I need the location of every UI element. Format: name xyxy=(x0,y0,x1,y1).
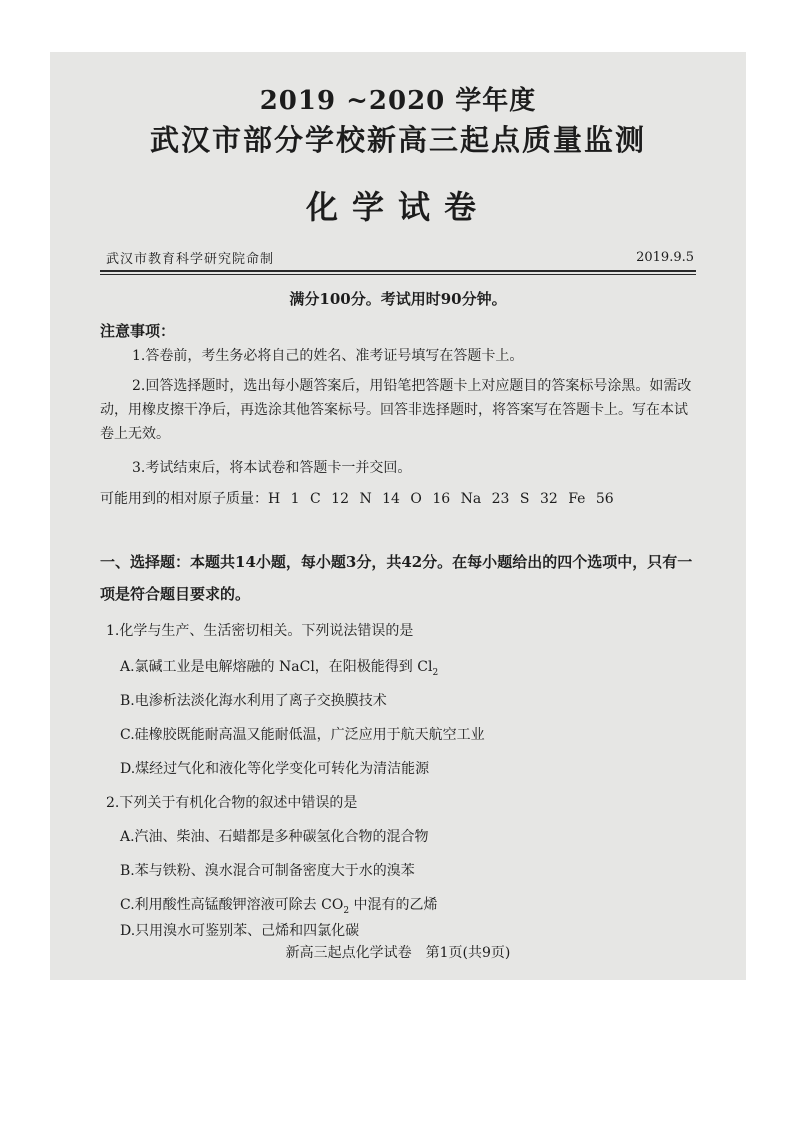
exam-date: 2019.9.5 xyxy=(636,250,694,265)
question-option: B.苯与铁粉、溴水混合可制备密度大于水的溴苯 xyxy=(120,863,415,879)
notice-item: 3.考试结束后，将本试卷和答题卡一并交回。 xyxy=(132,460,412,476)
question-option: B.电渗析法淡化海水利用了离子交换膜技术 xyxy=(120,693,387,709)
photographed-exam-sheet xyxy=(50,52,746,980)
school-year: 2019 ~2020 学年度 xyxy=(259,86,537,116)
exam-paper xyxy=(50,52,746,980)
issuer: 武汉市教育科学研究院命制 xyxy=(106,252,275,267)
subscript: 2 xyxy=(343,905,350,916)
section-heading: 一、选择题：本题共14小题，每小题3分，共42分。在每小题给出的四个选项中，只有一项是符合题目要求的。 xyxy=(100,553,693,603)
page-footer: 新高三起点化学试卷 第1页(共9页) xyxy=(285,945,511,961)
question-option: A.汽油、柴油、石蜡都是多种碳氢化合物的混合物 xyxy=(120,829,429,845)
subject-title: 化学试卷 xyxy=(305,188,490,226)
atomic-masses: 可能用到的相对原子质量：H 1 C 12 N 14 O 16 Na 23 S 32 Fe 56 xyxy=(100,491,614,507)
exam-title: 武汉市部分学校新高三起点质量监测 xyxy=(149,123,646,157)
question-option: C.硅橡胶既能耐高温又能耐低温，广泛应用于航天航空工业 xyxy=(120,727,485,743)
notice-item: 1.答卷前，考生务必将自己的姓名、准考证号填写在答题卡上。 xyxy=(132,348,524,364)
question-option xyxy=(120,656,438,678)
option-text: A.氯碱工业是电解熔融的 NaCl，在阳极能得到 Cl xyxy=(120,659,433,675)
question-stem: 2.下列关于有机化合物的叙述中错误的是 xyxy=(106,795,358,811)
question-option xyxy=(120,894,438,916)
question-option: D.只用溴水可鉴别苯、己烯和四氯化碳 xyxy=(120,923,360,939)
notice-title: 注意事项： xyxy=(100,322,176,340)
score-line: 满分100分。考试用时90分钟。 xyxy=(289,290,507,308)
header-rule xyxy=(100,270,696,272)
notice-item: 2.回答选择题时，选出每小题答案后，用铅笔把答题卡上对应题目的答案标号涂黑。如需改动，用橡皮擦干净后，再选涂其他答案标号。回答非选择题时，将答案写在答题卡上。写在本试卷上无效。 xyxy=(100,378,692,442)
option-text: C.利用酸性高锰酸钾溶液可除去 CO xyxy=(120,897,344,913)
question-stem: 1.化学与生产、生活密切相关。下列说法错误的是 xyxy=(106,623,414,639)
option-text: 中混有的乙烯 xyxy=(349,897,438,913)
question-option: D.煤经过气化和液化等化学变化可转化为清洁能源 xyxy=(120,761,430,777)
header-rule-thin xyxy=(100,274,696,275)
subscript: 2 xyxy=(432,667,439,678)
